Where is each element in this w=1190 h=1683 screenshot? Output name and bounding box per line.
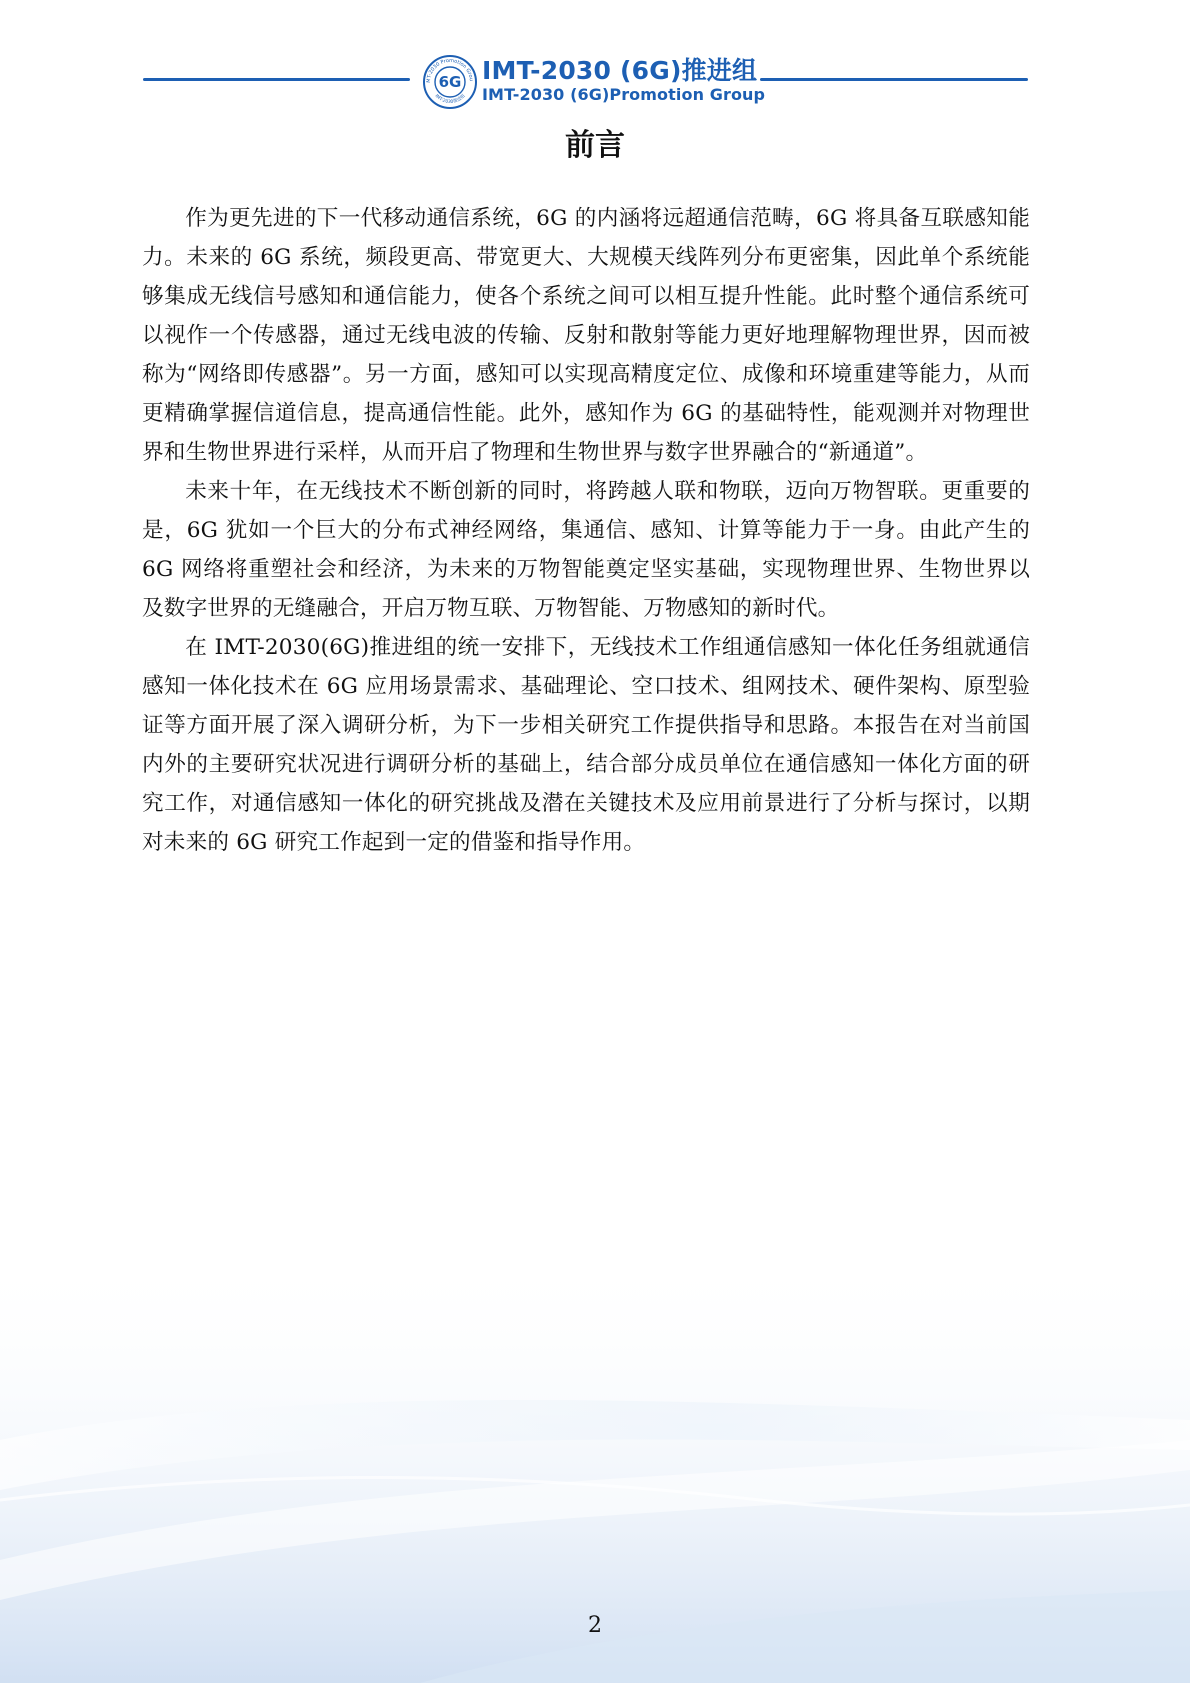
imt2030-logo-icon [422, 54, 478, 110]
page-title: 前言 [565, 128, 625, 163]
paragraph: 在 IMT-2030(6G)推进组的统一安排下，无线技术工作组通信感知一体化任务组就通信感知一体化技术在 6G 应用场景需求、基础理论、空口技术、组网技术、硬件架构、原型验证等方面开展了深入调研分析，为下一步相关研究工作提供指导和思路。本报告在对当前国内外的主要研究状况进行调研分析的基础上，结合部分成员单位在通信感知一体化方面的研究工作，对通信感知一体化的研究挑战及潜在关键技术及应用前景进行了分析与探讨，以期对未来的 6G 研究工作起到一定的借鉴和指导作用。 [142, 635, 1030, 855]
paragraph: 未来十年，在无线技术不断创新的同时，将跨越人联和物联，迈向万物智联。更重要的是，6G 犹如一个巨大的分布式神经网络，集通信、感知、计算等能力于一身。由此产生的 6G 网络将重塑社会和经济，为未来的万物智能奠定坚实基础，实现物理世界、生物世界以及数字世界的无缝融合，开启万物互联、万物智能、万物感知的新时代。 [142, 479, 1030, 621]
org-name-block [482, 56, 765, 104]
body-text [142, 199, 1030, 862]
org-title: IMT-2030 (6G)推进组 [482, 56, 758, 85]
header-rule-right [760, 78, 1028, 81]
svg-text:IMT-2030推进组: IMT-2030推进组 [433, 93, 467, 106]
paragraph: 作为更先进的下一代移动通信系统，6G 的内涵将远超通信范畴，6G 将具备互联感知能力。未来的 6G 系统，频段更高、带宽更大、大规模天线阵列分布更密集，因此单个系统能够集成无线信号感知和通信能力，使各个系统之间可以相互提升性能。此时整个通信系统可以视作一个传感器，通过无线电波的传输、反射和散射等能力更好地理解物理世界，因而被称为“网络即传感器”。另一方面，感知可以实现高精度定位、成像和环境重建等能力，从而更精确掌握信道信息，提高通信性能。此外，感知作为 6G 的基础特性，能观测并对物理世界和生物世界进行采样，从而开启了物理和生物世界与数字世界融合的“新通道”。 [142, 206, 1030, 465]
svg-text:6G: 6G [438, 73, 462, 91]
org-subtitle: IMT-2030 (6G)Promotion Group [482, 85, 766, 104]
svg-text:IMT-2030 Promotion Group: MT-2030 Promotion Grou [425, 57, 475, 83]
document-header [0, 0, 1190, 120]
page-number: 2 [588, 1613, 602, 1638]
header-rule-left [143, 78, 410, 81]
